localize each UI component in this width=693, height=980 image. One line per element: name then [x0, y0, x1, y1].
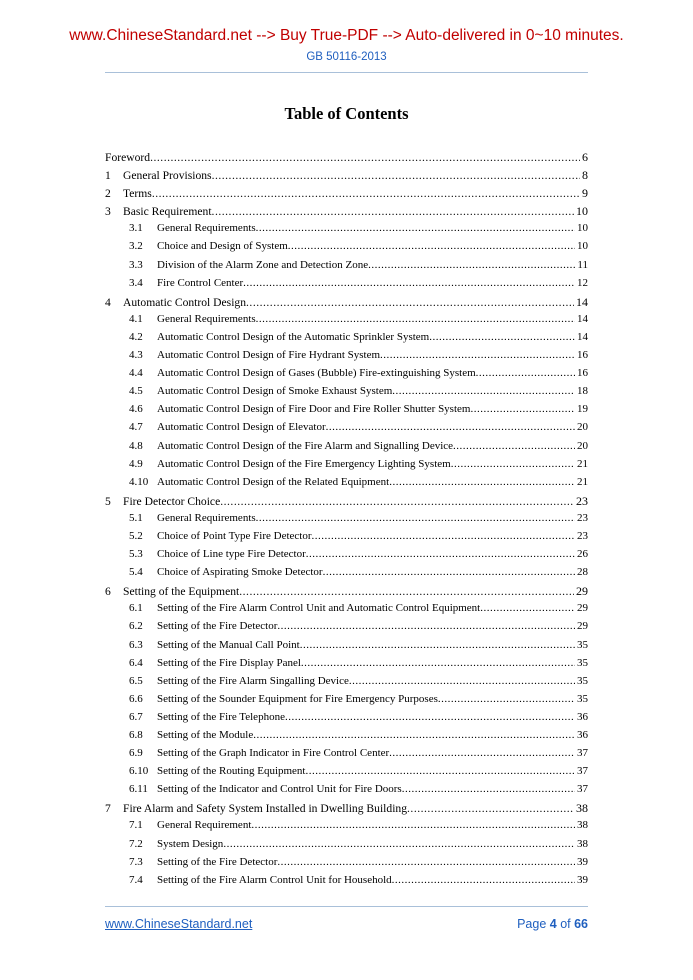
toc-entry-number: 7.2 [129, 837, 143, 850]
toc-entry[interactable] [105, 186, 588, 204]
toc-entry[interactable] [105, 693, 588, 711]
toc-entry-number: 5.3 [129, 548, 143, 561]
toc-dot-leader [323, 566, 575, 578]
toc-entry-page: 38 [576, 801, 588, 816]
toc-entry-title: General Requirements [157, 222, 256, 235]
toc-entry-page: 21 [577, 475, 588, 488]
toc-entry-page: 18 [577, 385, 588, 398]
toc-entry-title: Terms [123, 187, 152, 201]
toc-entry-title: Setting of the Fire Display Panel [157, 656, 301, 669]
toc-entry-page: 14 [577, 312, 588, 325]
toc-entry-title: System Design [157, 837, 224, 850]
toc-dot-leader [480, 602, 575, 614]
toc-entry-number: 6.4 [129, 656, 143, 669]
header-divider [105, 72, 588, 73]
toc-entry[interactable] [105, 783, 588, 801]
toc-entry[interactable] [105, 277, 588, 295]
toc-entry[interactable] [105, 295, 588, 313]
toc-entry-number: 6.7 [129, 710, 143, 723]
toc-dot-leader [389, 476, 575, 488]
toc-entry[interactable] [105, 602, 588, 620]
toc-entry-title: Setting of the Fire Telephone [157, 710, 285, 723]
toc-entry-title: Setting of the Fire Detector [157, 855, 278, 868]
toc-entry-page: 37 [577, 765, 588, 778]
toc-dot-leader [438, 693, 575, 705]
toc-entry-title: Choice of Aspirating Smoke Detector [157, 566, 323, 579]
toc-entry-page: 12 [577, 276, 588, 289]
toc-entry-title: General Requirements [157, 312, 256, 325]
toc-entry-page: 36 [577, 710, 588, 723]
toc-entry-number: 4.8 [129, 439, 143, 452]
toc-dot-leader [312, 530, 575, 542]
toc-entry[interactable] [105, 856, 588, 874]
toc-dot-leader [476, 367, 575, 379]
toc-dot-leader [220, 495, 574, 508]
page-separator: of [556, 917, 575, 931]
toc-dot-leader [251, 819, 575, 831]
toc-entry-number: 4.3 [129, 349, 143, 362]
toc-entry-number: 5.2 [129, 529, 143, 542]
toc-entry-title: Setting of the Equipment [123, 585, 240, 599]
toc-entry-number: 3 [105, 205, 111, 219]
toc-entry-number: 6.5 [129, 674, 143, 687]
toc-entry-number: 6.6 [129, 692, 143, 705]
toc-entry[interactable] [105, 512, 588, 530]
toc-dot-leader [368, 259, 575, 271]
toc-entry-number: 4.1 [129, 312, 143, 325]
toc-dot-leader [277, 620, 575, 632]
toc-entry-page: 38 [577, 819, 588, 832]
toc-entry-number: 6.1 [129, 602, 143, 615]
toc-entry-number: 4.6 [129, 403, 143, 416]
toc-entry-number: 6.3 [129, 638, 143, 651]
toc-entry[interactable] [105, 385, 588, 403]
toc-entry-number: 6 [105, 585, 111, 599]
toc-entry[interactable] [105, 440, 588, 458]
toc-entry-number: 4.7 [129, 421, 143, 434]
page-indicator [517, 917, 588, 931]
toc-entry-page: 16 [577, 367, 588, 380]
toc-entry[interactable] [105, 548, 588, 566]
toc-entry-page: 29 [577, 620, 588, 633]
toc-entry-page: 39 [577, 855, 588, 868]
toc-entry[interactable] [105, 801, 588, 819]
toc-entry-page: 9 [582, 186, 588, 201]
toc-entry[interactable] [105, 313, 588, 331]
toc-entry-number: 4.4 [129, 367, 143, 380]
toc-dot-leader [212, 169, 580, 182]
toc-entry[interactable] [105, 421, 588, 439]
page-title: Table of Contents [284, 104, 409, 123]
toc-entry-title: General Provisions [123, 169, 212, 183]
toc-entry-title: Basic Requirement [123, 205, 212, 219]
toc-entry-number: 6.2 [129, 620, 143, 633]
toc-entry-number: 7 [105, 802, 111, 816]
toc-dot-leader [326, 421, 575, 433]
toc-entry-title: Choice of Line type Fire Detector [157, 548, 306, 561]
toc-entry-number: 5.4 [129, 566, 143, 579]
toc-entry-title: Setting of the Module [157, 729, 254, 741]
toc-entry-page: 29 [577, 602, 588, 615]
table-of-contents [105, 150, 588, 892]
toc-entry-title: Automatic Control Design of Elevator [157, 421, 326, 434]
toc-dot-leader [306, 548, 575, 560]
toc-entry[interactable] [105, 765, 588, 783]
toc-entry[interactable] [105, 150, 588, 168]
toc-entry-number: 6.8 [129, 729, 143, 741]
toc-entry-page: 35 [577, 656, 588, 669]
toc-entry-page: 37 [577, 747, 588, 760]
toc-entry-number: 4.10 [129, 475, 149, 488]
toc-entry-page: 20 [577, 421, 588, 434]
promo-banner-link[interactable]: www.ChineseStandard.net --> Buy True-PDF --> Auto-delivered in 0~10 minutes. [69, 27, 624, 44]
toc-dot-leader [470, 403, 575, 415]
toc-dot-leader [223, 838, 575, 850]
toc-entry[interactable] [105, 747, 588, 765]
toc-entry-number: 4 [105, 295, 111, 309]
toc-entry-page: 16 [577, 349, 588, 362]
toc-entry-title: Setting of the Graph Indicator in Fire Control Center [157, 747, 390, 760]
toc-entry[interactable] [105, 675, 588, 693]
page-prefix: Page [517, 917, 550, 931]
toc-entry-number: 7.4 [129, 873, 143, 886]
current-page-number: 4 [549, 917, 557, 931]
toc-entry-page: 37 [577, 783, 588, 796]
toc-entry-number: 5.1 [129, 511, 143, 524]
toc-entry-page: 19 [577, 403, 588, 416]
toc-entry-page: 39 [577, 873, 588, 886]
toc-entry[interactable] [105, 168, 588, 186]
toc-entry[interactable] [105, 403, 588, 421]
toc-entry-page: 36 [577, 729, 588, 741]
toc-entry-title: Setting of the Fire Alarm Singalling Device [157, 674, 349, 687]
toc-entry-title: Automatic Control Design of the Automatic Sprinkler System [157, 330, 430, 343]
toc-dot-leader [453, 440, 575, 452]
toc-dot-leader [152, 187, 580, 200]
total-page-count: 66 [574, 917, 588, 931]
toc-entry-number: 4.2 [129, 330, 143, 343]
toc-entry-page: 21 [577, 457, 588, 470]
toc-entry-title: Division of the Alarm Zone and Detection Zone [157, 258, 369, 271]
toc-entry[interactable] [105, 874, 588, 892]
toc-entry-title: Setting of the Fire Alarm Control Unit and Automatic Control Equipment [157, 602, 481, 615]
toc-entry-page: 23 [577, 511, 588, 524]
toc-entry-number: 3.3 [129, 258, 143, 271]
toc-dot-leader [243, 277, 575, 289]
toc-dot-leader [239, 585, 574, 598]
toc-entry[interactable] [105, 349, 588, 367]
toc-entry[interactable] [105, 657, 588, 675]
toc-dot-leader [256, 222, 575, 234]
toc-dot-leader [301, 657, 575, 669]
toc-entry[interactable] [105, 494, 588, 512]
footer-site-link[interactable]: www.ChineseStandard.net [105, 917, 253, 931]
toc-entry-title: Automatic Control Design of the Fire Alarm and Signalling Device [157, 439, 454, 452]
toc-entry-title: Choice and Design of System [157, 240, 288, 253]
toc-entry[interactable] [105, 204, 588, 222]
toc-dot-leader [285, 711, 575, 723]
toc-entry-title: Automatic Control Design [123, 295, 247, 309]
toc-entry[interactable] [105, 530, 588, 548]
toc-entry-title: Setting of the Fire Detector [157, 620, 278, 633]
toc-entry[interactable] [105, 711, 588, 729]
toc-entry-page: 35 [577, 692, 588, 705]
toc-dot-leader [349, 675, 575, 687]
toc-dot-leader [150, 151, 580, 164]
toc-entry-title: Foreword [105, 151, 151, 164]
toc-entry-page: 35 [577, 638, 588, 651]
toc-entry-number: 3.1 [129, 222, 143, 235]
toc-entry-title: General Requirements [157, 511, 256, 524]
toc-entry-title: Automatic Control Design of Fire Door and Fire Roller Shutter System [157, 403, 471, 416]
toc-entry-number: 2 [105, 187, 111, 201]
toc-entry-title: Automatic Control Design of the Related Equipment [157, 475, 390, 488]
toc-entry[interactable] [105, 566, 588, 584]
toc-entry-number: 6.10 [129, 765, 149, 778]
toc-dot-leader [253, 729, 575, 741]
toc-entry-title: Setting of the Fire Alarm Control Unit for Household [157, 873, 392, 886]
toc-entry-page: 14 [577, 330, 588, 343]
toc-entry[interactable] [105, 331, 588, 349]
toc-entry-title: Automatic Control Design of Gases (Bubble) Fire-extinguishing System [157, 367, 476, 380]
toc-dot-leader [402, 783, 575, 795]
toc-entry-title: Setting of the Sounder Equipment for Fire Emergency Purposes [157, 692, 438, 705]
toc-entry-number: 7.1 [129, 819, 143, 832]
toc-entry-number: 1 [105, 169, 111, 183]
toc-entry[interactable] [105, 222, 588, 240]
toc-entry-number: 3.2 [129, 240, 143, 253]
toc-entry-title: Automatic Control Design of Smoke Exhaust System [157, 385, 393, 398]
toc-dot-leader [451, 458, 575, 470]
toc-dot-leader [306, 765, 576, 777]
toc-entry[interactable] [105, 729, 588, 747]
toc-entry[interactable] [105, 367, 588, 385]
toc-entry[interactable] [105, 620, 588, 638]
toc-entry-number: 6.11 [129, 783, 148, 796]
toc-entry-page: 28 [577, 566, 588, 579]
toc-dot-leader [288, 240, 575, 252]
toc-entry-page: 10 [577, 222, 588, 235]
toc-entry[interactable] [105, 458, 588, 476]
toc-entry-page: 29 [576, 584, 588, 599]
toc-dot-leader [256, 313, 575, 325]
footer-divider [105, 906, 588, 907]
toc-entry-number: 7.3 [129, 855, 143, 868]
toc-entry-title: Setting of the Routing Equipment [157, 765, 306, 778]
toc-entry-page: 6 [582, 150, 588, 164]
toc-dot-leader [256, 512, 575, 524]
toc-entry-title: Choice of Point Type Fire Detector [157, 529, 312, 542]
toc-dot-leader [380, 349, 575, 361]
toc-entry-page: 10 [576, 204, 588, 219]
toc-dot-leader [429, 331, 575, 343]
toc-entry-title: Automatic Control Design of Fire Hydrant System [157, 349, 381, 362]
toc-dot-leader [407, 802, 574, 815]
toc-entry-page: 8 [582, 168, 588, 183]
toc-entry-title: Setting of the Indicator and Control Unit for Fire Doors [157, 783, 402, 796]
toc-entry[interactable] [105, 240, 588, 258]
toc-entry[interactable] [105, 584, 588, 602]
toc-entry-title: General Requirement [157, 819, 252, 832]
toc-entry-page: 10 [577, 240, 588, 253]
toc-entry-page: 26 [577, 548, 588, 561]
toc-dot-leader [212, 205, 574, 218]
toc-entry-page: 23 [576, 493, 588, 508]
toc-entry-page: 14 [576, 294, 588, 309]
toc-entry-page: 38 [577, 837, 588, 850]
toc-entry[interactable] [105, 259, 588, 277]
toc-dot-leader [392, 874, 575, 886]
toc-entry-page: 20 [577, 439, 588, 452]
toc-entry-number: 4.9 [129, 457, 143, 470]
toc-entry-number: 6.9 [129, 747, 143, 760]
toc-dot-leader [246, 296, 574, 309]
toc-entry-number: 4.5 [129, 385, 143, 398]
standard-number: GB 50116-2013 [306, 51, 387, 63]
toc-entry-title: Fire Detector Choice [123, 494, 221, 508]
toc-entry-title: Setting of the Manual Call Point [157, 638, 300, 651]
toc-entry[interactable] [105, 476, 588, 494]
toc-entry-page: 11 [577, 258, 588, 271]
toc-entry-number: 5 [105, 494, 111, 508]
toc-entry[interactable] [105, 838, 588, 856]
toc-entry-page: 35 [577, 674, 588, 687]
toc-dot-leader [300, 639, 575, 651]
toc-entry[interactable] [105, 639, 588, 657]
toc-dot-leader [389, 747, 575, 759]
toc-dot-leader [277, 856, 575, 868]
toc-entry[interactable] [105, 819, 588, 837]
toc-entry-title: Fire Control Center [157, 276, 244, 289]
toc-entry-title: Automatic Control Design of the Fire Emergency Lighting System [157, 457, 451, 470]
toc-entry-number: 3.4 [129, 276, 143, 289]
toc-dot-leader [392, 385, 575, 397]
toc-entry-title: Fire Alarm and Safety System Installed in Dwelling Building [123, 802, 408, 816]
toc-entry-page: 23 [577, 529, 588, 542]
